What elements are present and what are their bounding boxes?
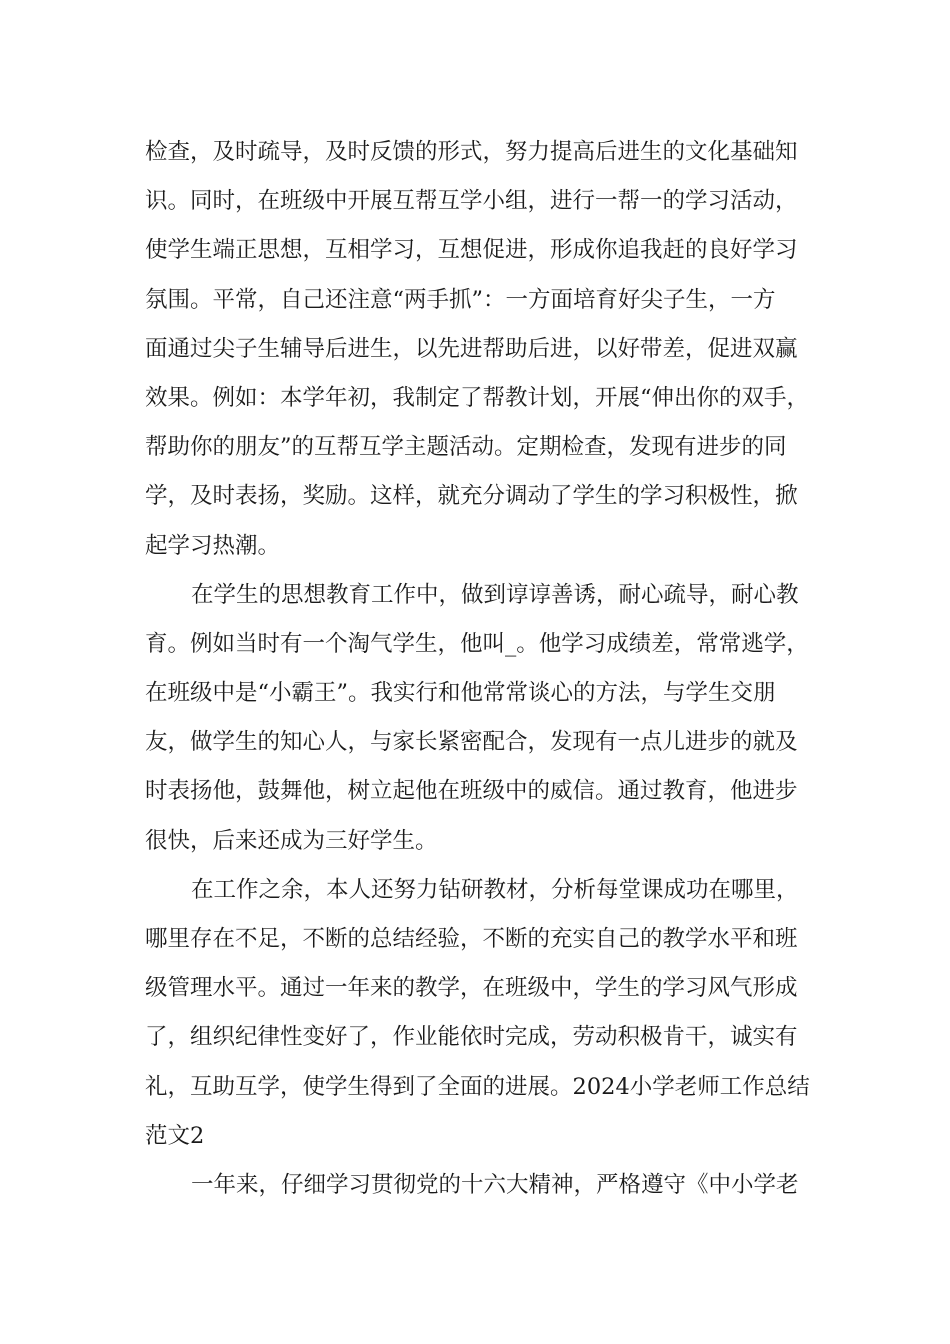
text-line: 礼，互助互学，使学生得到了全面的进展。2024小学老师工作总结 xyxy=(145,1073,810,1100)
text-line: 帮助你的朋友”的互帮互学主题活动。定期检查，发现有进步的同 xyxy=(145,434,787,461)
paragraph xyxy=(145,866,810,1161)
text-line: 起学习热潮。 xyxy=(145,532,281,559)
text-line: 使学生端正思想，互相学习，互想促进，形成你追我赶的良好学习 xyxy=(145,237,798,264)
text-line: 很快，后来还成为三好学生。 xyxy=(145,827,438,854)
text-line: 了，组织纪律性变好了，作业能依时完成，劳动积极肯干，诚实有 xyxy=(145,1024,798,1051)
text-line: 效果。例如：本学年初，我制定了帮教计划，开展“伸出你的双手， xyxy=(145,384,810,411)
text-line: 时表扬他，鼓舞他，树立起他在班级中的威信。通过教育，他进步 xyxy=(145,778,798,805)
text-line: 友，做学生的知心人，与家长紧密配合，发现有一点儿进步的就及 xyxy=(145,729,798,756)
text-line: 在学生的思想教育工作中，做到谆谆善诱，耐心疏导，耐心教 xyxy=(191,581,799,608)
text-line: 氛围。平常，自己还注意“两手抓”：一方面培育好尖子生，一方 xyxy=(145,286,776,313)
paragraph xyxy=(145,571,810,866)
text-line: 识。同时，在班级中开展互帮互学小组，进行一帮一的学习活动， xyxy=(145,188,798,215)
text-line: 级管理水平。通过一年来的教学，在班级中，学生的学习风气形成 xyxy=(145,975,798,1002)
text-line: 面通过尖子生辅导后进生，以先进帮助后进，以好带差，促进双赢 xyxy=(145,335,798,362)
text-line: 学，及时表扬，奖励。这样，就充分调动了学生的学习积极性，掀 xyxy=(145,483,798,510)
text-line: 育。例如当时有一个淘气学生，他叫_。他学习成绩差，常常逃学， xyxy=(145,630,809,657)
paragraph xyxy=(145,1161,810,1210)
text-line: 在班级中是“小霸王”。我实行和他常常谈心的方法，与学生交朋 xyxy=(145,680,776,707)
text-line: 范文2 xyxy=(145,1122,205,1149)
text-line: 检查，及时疏导，及时反馈的形式，努力提高后进生的文化基础知 xyxy=(145,139,798,165)
paragraph xyxy=(145,128,810,571)
text-line: 一年来，仔细学习贯彻党的十六大精神，严格遵守《中小学老 xyxy=(191,1171,799,1198)
document-body xyxy=(145,128,810,1210)
text-line: 在工作之余，本人还努力钻研教材，分析每堂课成功在哪里， xyxy=(191,876,799,903)
text-line: 哪里存在不足，不断的总结经验，不断的充实自己的教学水平和班 xyxy=(145,926,798,952)
